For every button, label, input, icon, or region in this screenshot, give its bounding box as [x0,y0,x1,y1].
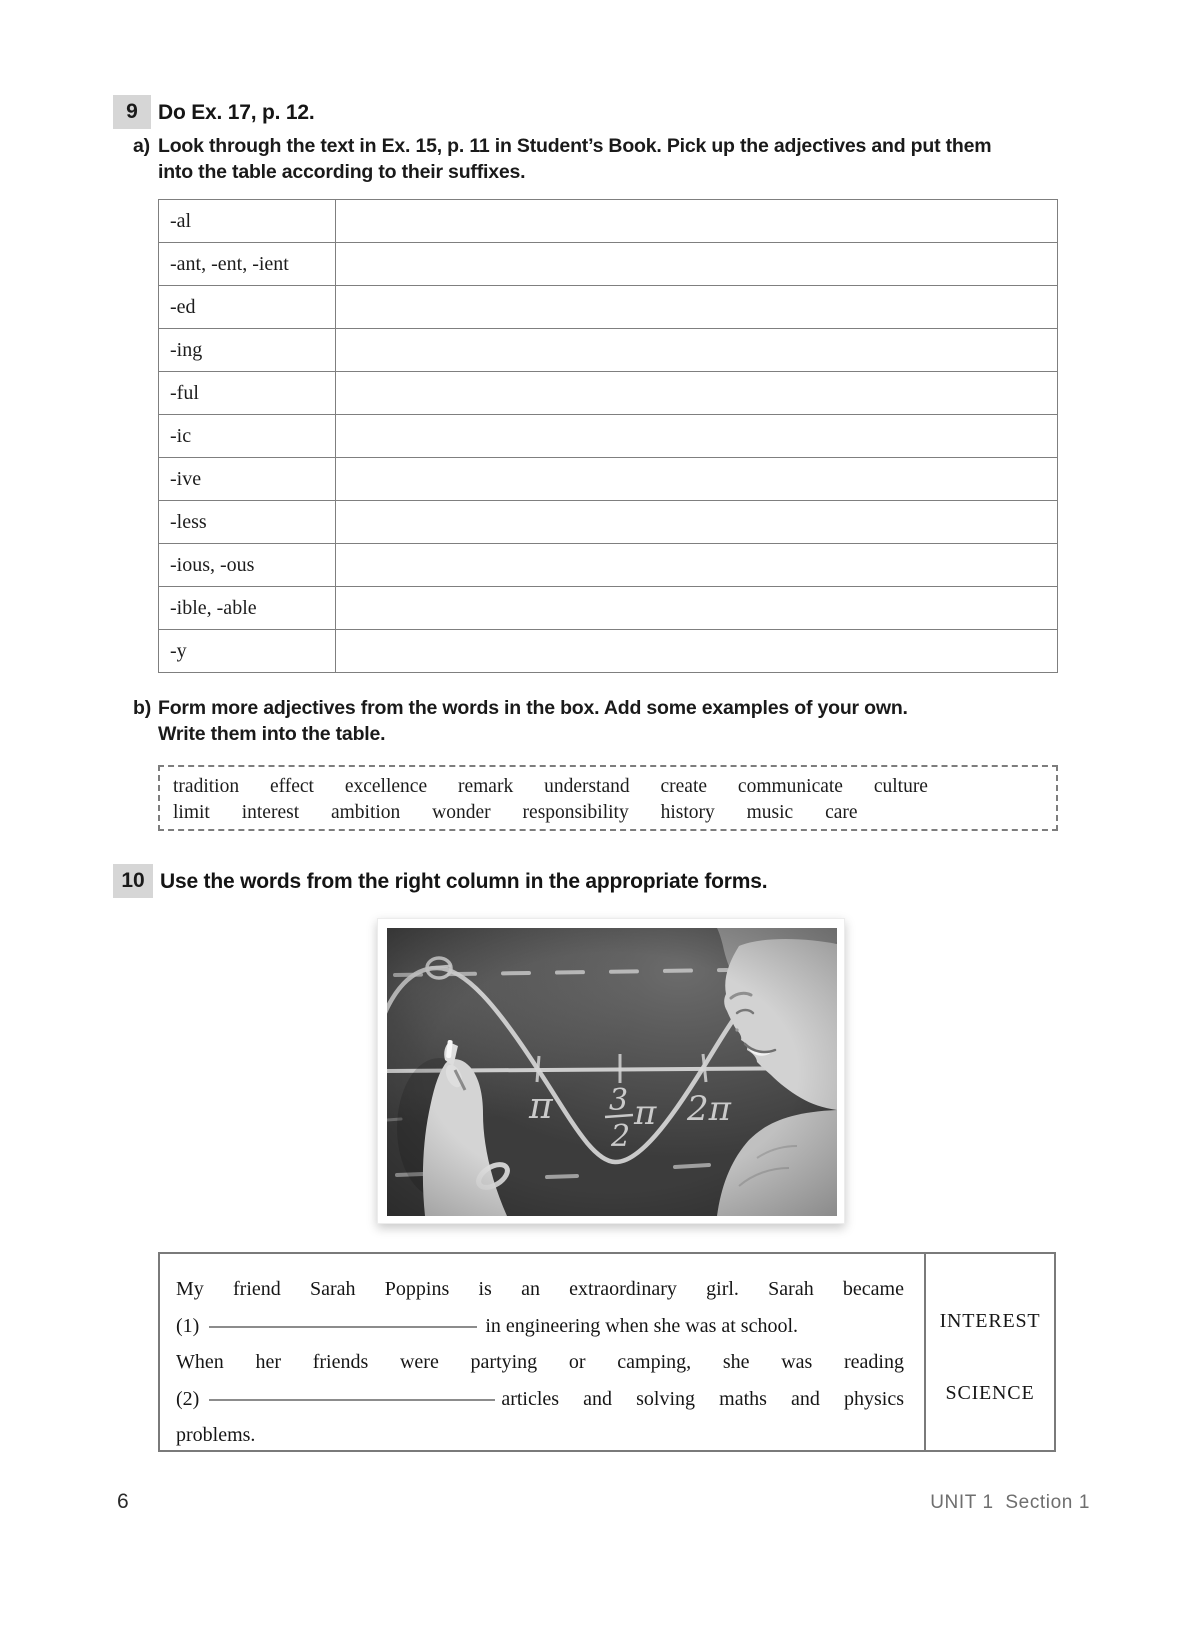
instruction-b-line-2: Write them into the table. [158,722,386,745]
suffix-cell: -ful [159,372,336,415]
instruction-b-line-1 [133,696,908,722]
story-hint-cell [926,1254,1054,1450]
footer-section-label: UNIT 1 Section 1 [930,1492,1090,1513]
photo-vignette [387,928,837,1216]
table-row [159,243,1058,286]
table-row [159,329,1058,372]
examples-cell [336,415,1058,458]
gap-2-number: (2) [176,1387,200,1410]
exercise-9-number-badge [113,95,151,129]
table-row [159,630,1058,673]
instruction-b-label: b) [133,697,152,719]
instruction-a-text-1: Look through the text in Ex. 15, p. 11 in Student’s Book. Pick up the adjectives and put them [158,135,992,157]
word-box [158,765,1058,831]
gap-1-blank-line [209,1323,477,1328]
table-row [159,372,1058,415]
table-row [159,415,1058,458]
hint-word-interest: INTEREST [939,1310,1041,1332]
suffix-cell: -ant, -ent, -ient [159,243,336,286]
hint-word-science: SCIENCE [945,1382,1035,1404]
suffix-cell: -al [159,200,336,243]
table-row [159,501,1058,544]
examples-cell [336,587,1058,630]
story-text-cell [160,1254,926,1450]
exercise-10-title: Use the words from the right column in the appropriate forms. [160,870,768,893]
exercise-10-number: 10 [121,869,145,892]
suffix-table [158,199,1058,673]
instruction-b-text-1: Form more adjectives from the words in the box. Add some examples of your own. [158,697,908,719]
story-line-1: My friend Sarah Poppins is an extraordinary girl. Sarah became [176,1278,904,1300]
chalkboard-photo-illustration [387,928,837,1216]
instruction-a-label: a) [133,135,150,157]
story-line-5: problems. [176,1424,256,1447]
exercise-9-title: Do Ex. 17, p. 12. [158,101,315,124]
suffix-cell: -ing [159,329,336,372]
examples-cell [336,243,1058,286]
story-line-3: When her friends were partying or camping, she was reading [176,1351,904,1374]
exercise-9b-instruction [133,696,908,747]
story-line-4 [176,1381,904,1418]
suffix-cell: -ed [159,286,336,329]
story-table [158,1252,1056,1452]
suffix-cell: -y [159,630,336,673]
story-line-2 [176,1308,904,1345]
examples-cell [336,372,1058,415]
examples-cell [336,458,1058,501]
story-line-4-text: articles and solving maths and physics [501,1387,904,1410]
story-line-2-text: in engineering when she was at school. [485,1314,799,1337]
suffix-cell: -ious, -ous [159,544,336,587]
gap-1-number: (1) [176,1314,200,1337]
table-row [159,544,1058,587]
table-row [159,200,1058,243]
gap-2-blank-line [209,1396,495,1401]
table-row [159,286,1058,329]
examples-cell [336,200,1058,243]
exercise-9-number: 9 [126,100,138,123]
footer-page-number: 6 [117,1490,129,1513]
suffix-cell: -ive [159,458,336,501]
examples-cell [336,329,1058,372]
table-row [159,458,1058,501]
chalkboard-photo [377,918,845,1224]
suffix-cell: -ic [159,415,336,458]
word-box-line-2: limit interest ambition wonder responsibility history music care [173,802,858,823]
examples-cell [336,544,1058,587]
suffix-cell: -ible, -able [159,587,336,630]
examples-cell [336,630,1058,673]
examples-cell [336,286,1058,329]
exercise-9a-instruction [133,134,991,185]
suffix-cell: -less [159,501,336,544]
instruction-a-line-2: into the table according to their suffixes. [158,160,526,183]
exercise-10-number-badge [113,864,153,898]
word-box-line-1: tradition effect excellence remark understand create communicate culture [173,776,928,797]
examples-cell [336,501,1058,544]
table-row [159,587,1058,630]
instruction-a-line-1 [133,134,991,160]
